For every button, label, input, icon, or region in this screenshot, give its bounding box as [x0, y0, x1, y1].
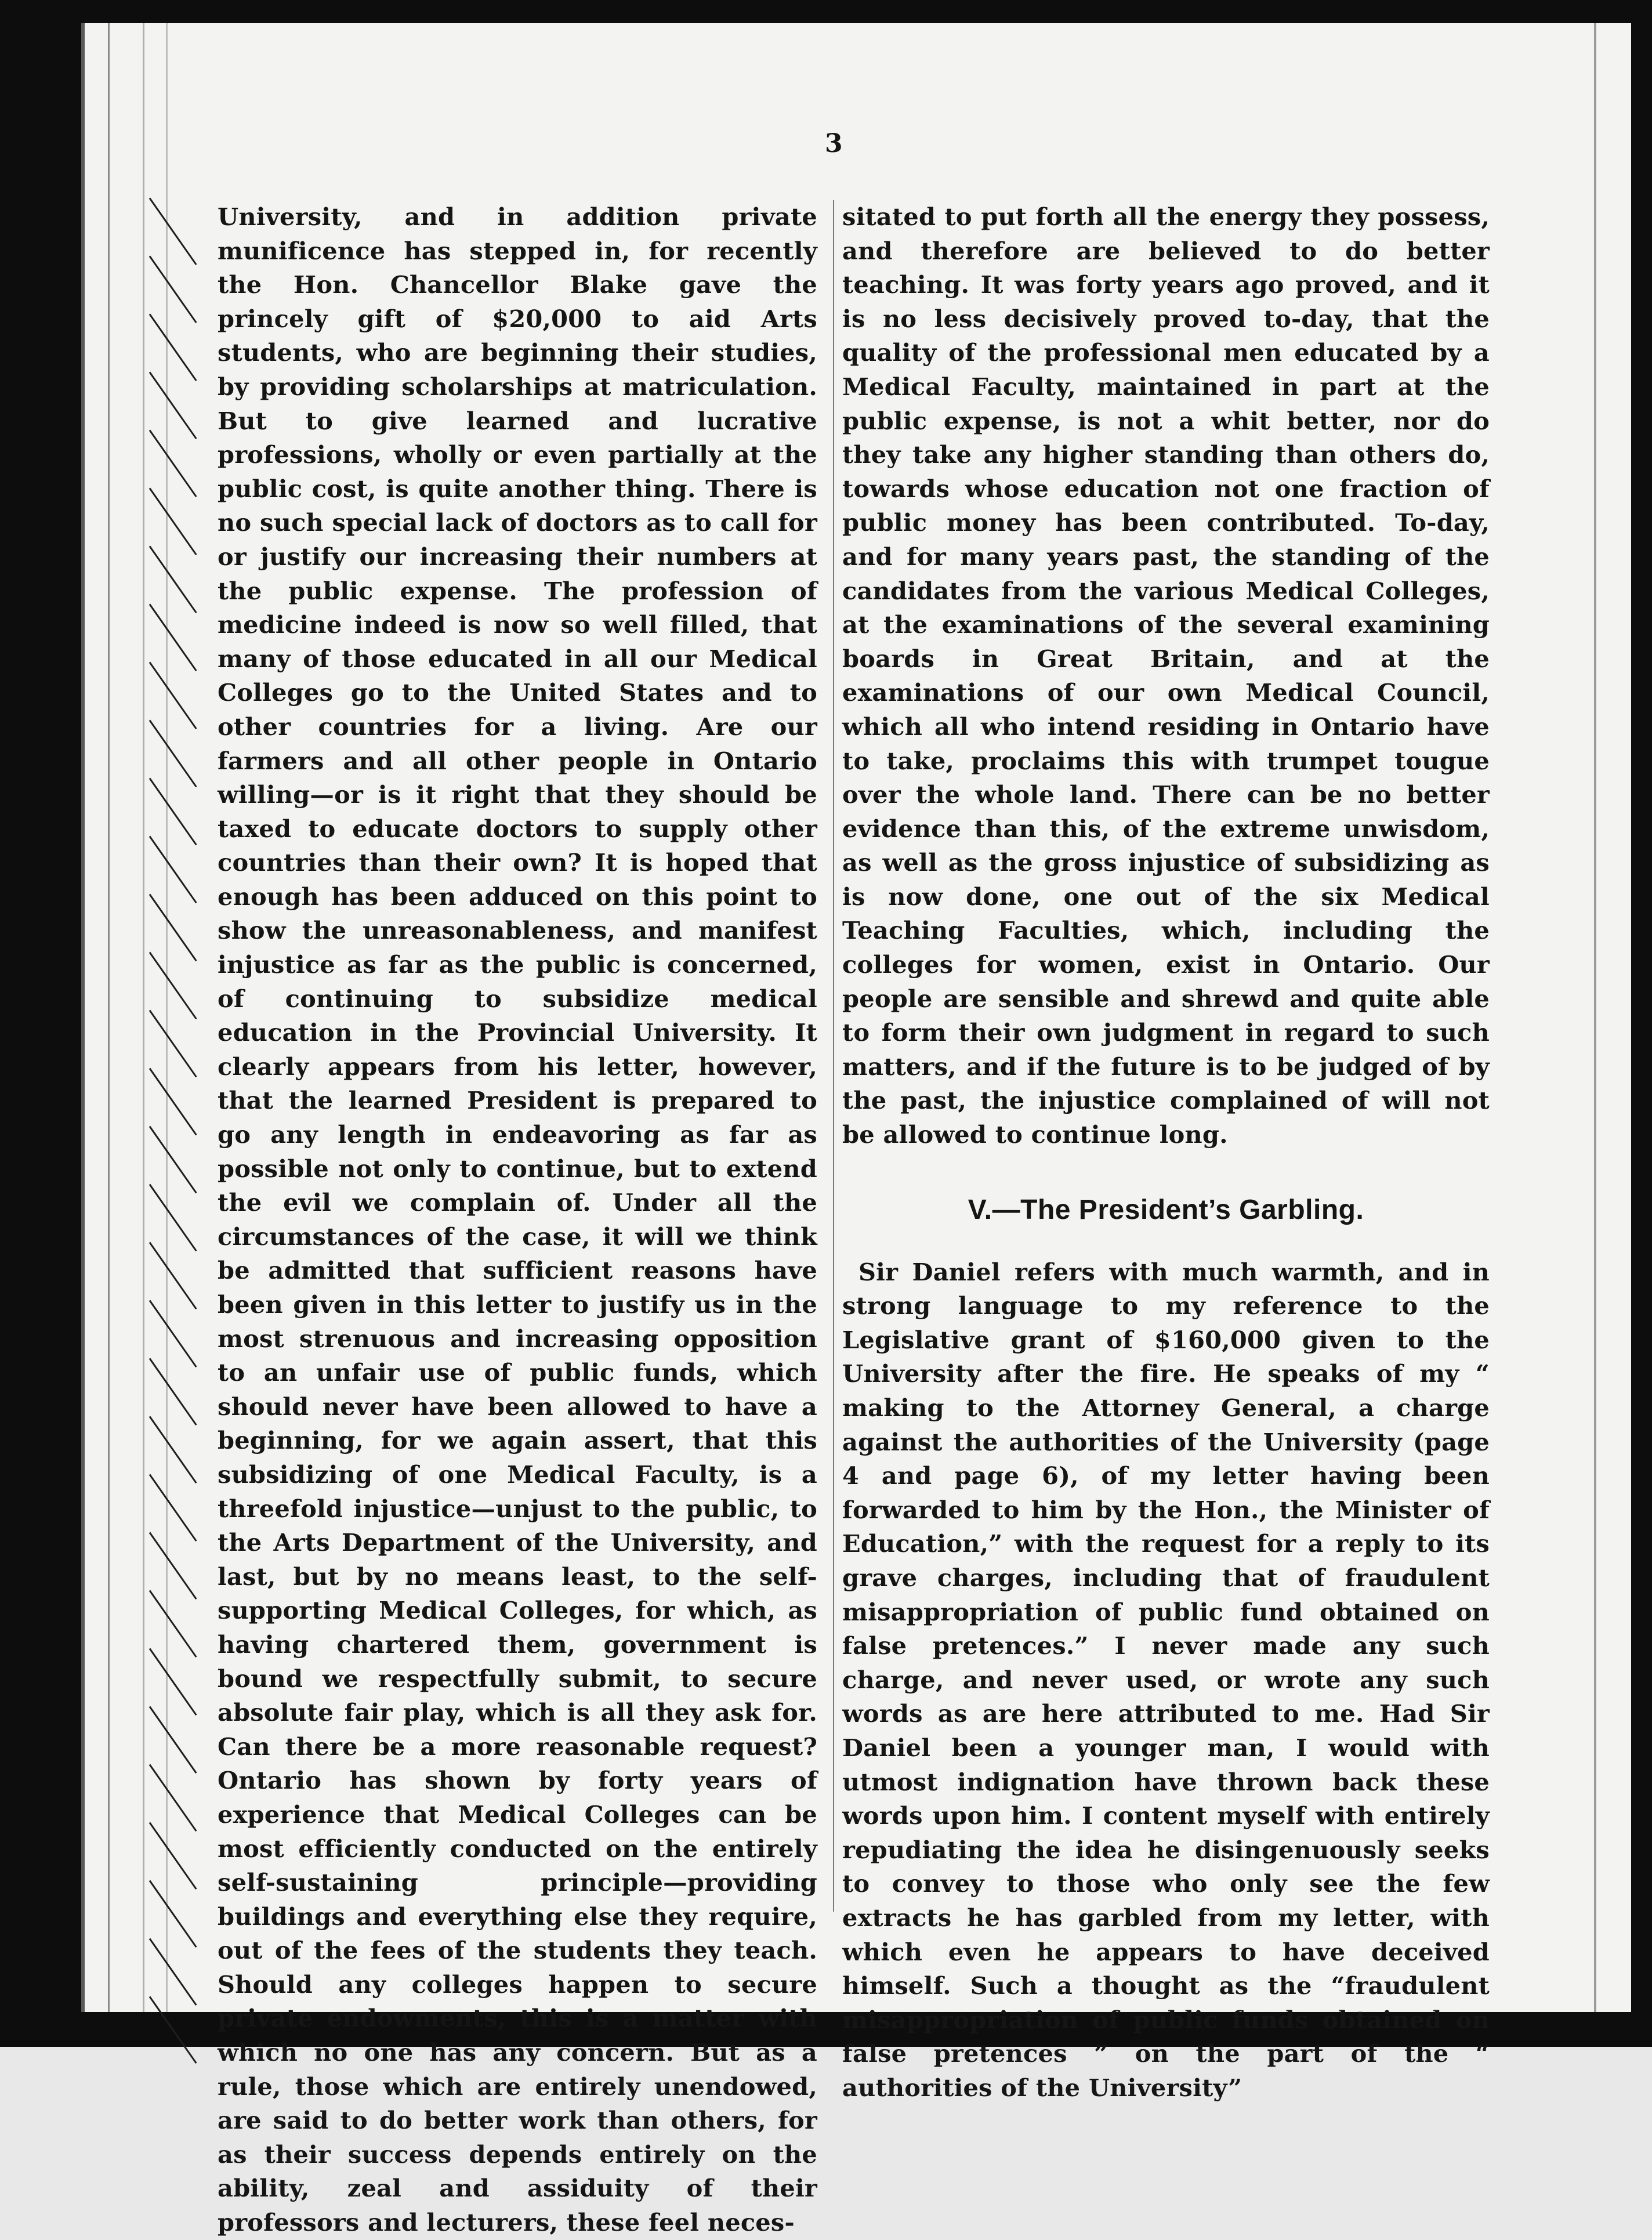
binding-stitch — [149, 662, 197, 729]
binding-stitch — [149, 894, 197, 961]
left-text-column — [218, 200, 817, 2240]
binding-stitch — [149, 952, 197, 1019]
column-divider — [833, 200, 834, 1912]
binding-stitch — [149, 778, 197, 845]
binding-stitch — [149, 1706, 197, 1774]
binding-stitch — [149, 1416, 197, 1483]
binding-stitch — [149, 1822, 197, 1890]
binding-stitch — [149, 372, 197, 439]
binding-stitch — [149, 1358, 197, 1425]
binding-line — [143, 23, 144, 2012]
binding-stitch — [149, 198, 197, 265]
binding-stitch — [149, 256, 197, 323]
binding-stitch — [149, 1880, 197, 1948]
binding-stitch — [149, 314, 197, 381]
binding-stitch — [149, 1184, 197, 1251]
binding-stitch — [149, 1938, 197, 2006]
binding-stitch — [149, 604, 197, 671]
binding-line — [108, 23, 110, 2012]
binding-stitch — [149, 1764, 197, 1832]
binding-stitch — [149, 1242, 197, 1309]
page-edge-line — [1594, 23, 1596, 2012]
binding-stitch — [149, 1300, 197, 1367]
page-number: 3 — [825, 129, 843, 158]
binding-stitch — [149, 546, 197, 613]
scan-left-border — [0, 0, 81, 2047]
binding-stitch — [149, 1010, 197, 1077]
body-paragraph: sitated to put forth all the energy they possess, and therefore are believed to do better teaching. It was forty years ago proved, and it is no less decisively proved to-day, that the quality of the professional men educated by a Medical Faculty, maintained in part at the public expense, is not a whit better, nor do they take any higher standing than others do, towards whose education not one fraction of public money has been contributed. To-day, and for many years past, the standing of the candidates from the various Medical Colleges, at the examinations of the several examining boards in Great Britain, and at the examinations of our own Medical Council, which all who intend residing in Ontario have to take, proclaims this with trumpet tougue over the whole land. There can be no better evidence than this, of the extreme unwisdom, as well as the gross injustice of subsidizing as is now done, one out of the six Medical Teaching Faculties, which, including the colleges for women, exist in Ontario. Our people are sensible and shrewd and quite able to form their own judgment in regard to such matters, and if the future is to be judged of by the past, the injustice complained of will not be allowed to continue long. — [842, 202, 1490, 1149]
binding-stitch — [149, 1648, 197, 1716]
binding-stitch — [149, 836, 197, 903]
section-heading: V.—The President’s Garbling. — [968, 1194, 1364, 1225]
binding-stitch — [149, 1126, 197, 1193]
binding-stitch — [149, 720, 197, 787]
binding-stitch — [149, 1474, 197, 1541]
binding-stitch — [149, 1068, 197, 1135]
scan-top-border — [0, 0, 1652, 23]
binding-line — [166, 23, 168, 2012]
binding-stitch — [149, 1532, 197, 1600]
right-text-column — [842, 200, 1490, 2105]
binding-stitch — [149, 1590, 197, 1658]
scan-right-border — [1631, 0, 1652, 2047]
body-paragraph: University, and in addition private munificence has stepped in, for recently the Hon. Chancellor Blake gave the princely gift of $20,000 to aid Arts students, who are beginning their studies, by providing scholarships at matriculation. But to give learned and lucrative professions, wholly or even partially at the public cost, is quite another thing. There is no such special lack of doctors as to call for or justify our increasing their numbers at the public expense. The profession of medicine indeed is now so well filled, that many of those educated in all our Medical Colleges go to the United States and to other countries for a living. Are our farmers and all other people in Ontario willing—or is it right that they should be taxed to educate doctors to supply other countries than their own? It is hoped that enough has been adduced on this point to show the unreasonableness, and manifest injustice as far as the public is concerned, of continuing to subsidize medical education in the Provincial University. It clearly appears from his letter, however, that the learned President is prepared to go any length in endeavoring as far as possible not only to continue, but to extend the evil we complain of. Under all the circumstances of the case, it will we think be admitted that sufficient reasons have been given in this letter to justify us in the most strenuous and increasing opposition to an unfair use of public funds, which should never have been allowed to have a beginning, for we again assert, that this subsidizing of one Medical Faculty, is a threefold injustice—unjust to the public, to the Arts Department of the University, and last, but by no means least, to the self-supporting Medical Colleges, for which, as having chartered them, government is bound we respectfully submit, to secure absolute fair play, which is all they ask for. Can there be a more reasonable request? Ontario has shown by forty years of experience that Medical Colleges can be most efficiently conducted on the entirely self-sustaining principle—providing buildings and everything else they require, out of the fees of the students they teach. Should any colleges happen to secure private endowments, this is a matter with which no one has any concern. But as a rule, those which are entirely unendowed, are said to do better work than others, for as their success depends entirely on the ability, zeal and assiduity of their professors and lecturers, these feel neces- — [218, 202, 817, 2237]
binding-stitch — [149, 430, 197, 497]
binding-stitch — [149, 488, 197, 555]
body-paragraph: Sir Daniel refers with much warmth, and in strong language to my reference to the Legislative grant of $160,000 given to the University after the fire. He speaks of my “ making to the Attorney General, a charge against the authorities of the University (page 4 and page 6), of my letter having been forwarded to him by the Hon., the Minister of Education,” with the request for a reply to its grave charges, including that of fraudulent misappropriation of public fund obtained on false pretences.” I never made any such charge, and never used, or wrote any such words as are here attributed to me. Had Sir Daniel been a younger man, I would with utmost indignation have thrown back these words upon him. I content myself with entirely repudiating the idea he disingenuously seeks to convey to those who only see the few extracts he has garbled from my letter, with which even he appears to have deceived himself. Such a thought as the “fraudulent misappropriation of public funds obtained on false pretences ” on the part of the “ authorities of the University” — [842, 1257, 1490, 2102]
